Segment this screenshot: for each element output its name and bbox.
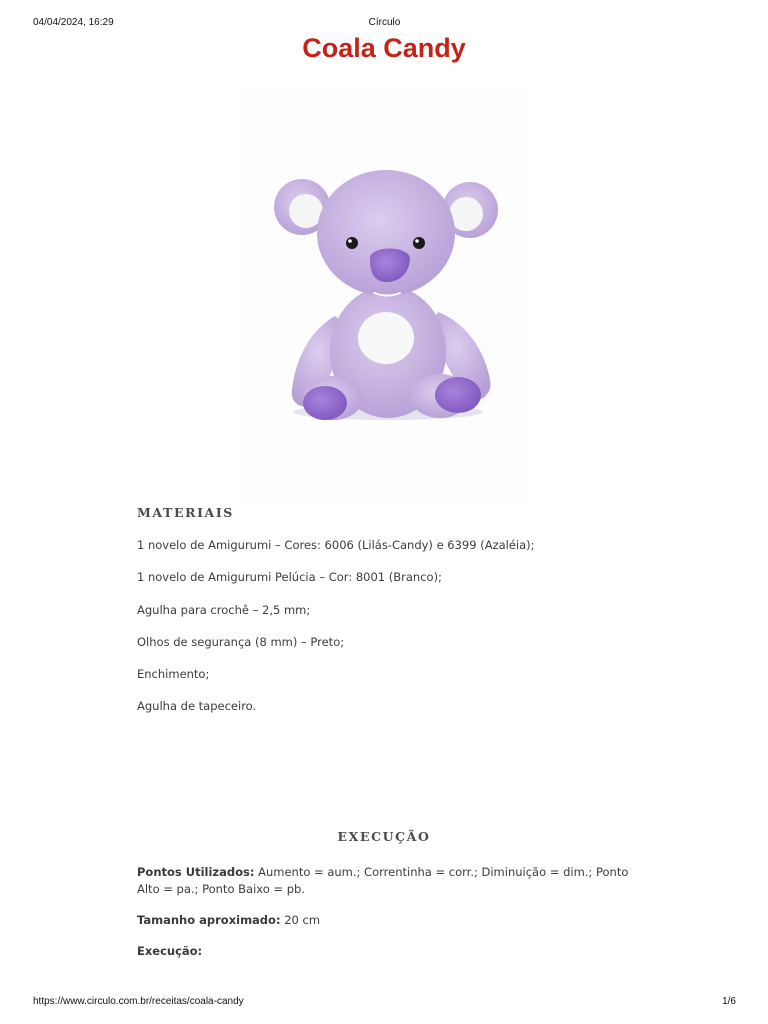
size-label: Tamanho aproximado: bbox=[137, 913, 281, 927]
execution-label: Execução: bbox=[137, 944, 203, 958]
execution-paragraph bbox=[137, 943, 632, 960]
print-footer bbox=[33, 996, 736, 1010]
list-item: Agulha de tapeceiro. bbox=[137, 699, 257, 714]
execution-body bbox=[137, 864, 632, 974]
koala-photo bbox=[240, 90, 530, 502]
list-item: Enchimento; bbox=[137, 667, 210, 682]
stitches-text: Aumento = aum.; Correntinha = corr.; Diminuição = dim.; Ponto Alto = pa.; Ponto Baixo = pb. bbox=[137, 865, 629, 896]
stitches-paragraph bbox=[137, 864, 632, 898]
list-item: Olhos de segurança (8 mm) – Preto; bbox=[137, 634, 345, 649]
size-paragraph bbox=[137, 912, 632, 929]
page-number: 1/6 bbox=[722, 996, 736, 1007]
koala-illustration bbox=[240, 90, 530, 502]
list-item: Agulha para crochê – 2,5 mm; bbox=[137, 602, 311, 617]
materials-list bbox=[137, 538, 637, 732]
size-value: 20 cm bbox=[280, 913, 321, 927]
materials-heading: MATERIAIS bbox=[137, 505, 234, 520]
stitches-label: Pontos Utilizados: bbox=[137, 865, 255, 879]
print-datetime: 04/04/2024, 16:29 bbox=[33, 17, 114, 28]
article-title: Coala Candy bbox=[302, 33, 466, 63]
list-item: 1 novelo de Amigurumi – Cores: 6006 (Lilás-Candy) e 6399 (Azaléia); bbox=[137, 538, 535, 552]
print-page-title: Círculo bbox=[368, 17, 401, 28]
print-header bbox=[33, 17, 736, 31]
list-item: 1 novelo de Amigurumi Pelúcia – Cor: 8001 (Branco); bbox=[137, 570, 442, 585]
execution-heading: EXECUÇÃO bbox=[337, 829, 431, 844]
print-url: https://www.circulo.com.br/receitas/coala-candy bbox=[33, 996, 244, 1007]
